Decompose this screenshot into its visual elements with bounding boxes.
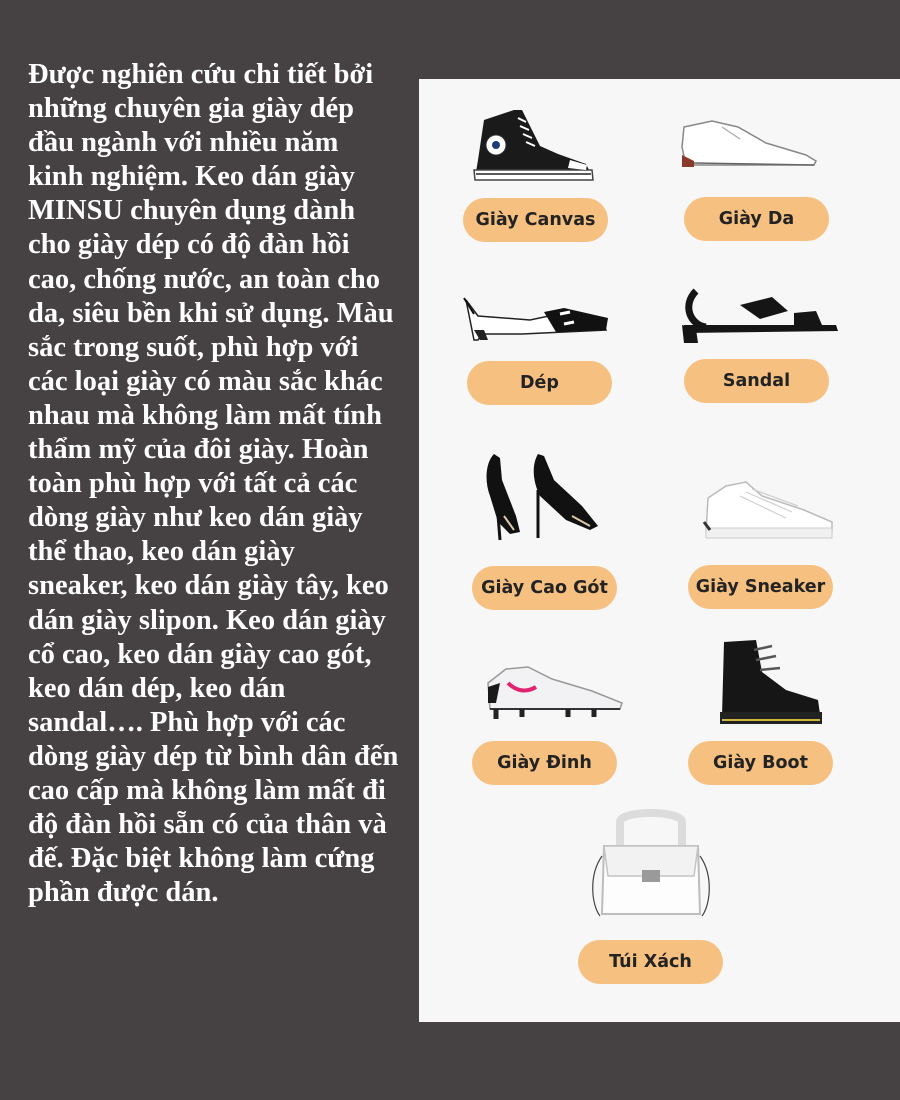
sneaker-button[interactable]: Giày Sneaker <box>688 565 833 609</box>
slide-sandal-icon <box>460 294 612 346</box>
football-boot-icon <box>482 663 627 719</box>
boot-icon <box>714 636 824 728</box>
high-heel-icon <box>480 450 605 540</box>
strap-sandal-icon <box>676 285 841 345</box>
leather-button[interactable]: Giày Da <box>684 197 829 241</box>
boot-button[interactable]: Giày Boot <box>688 741 833 785</box>
handbag-button[interactable]: Túi Xách <box>578 940 723 984</box>
canvas-sneaker-icon <box>472 108 597 188</box>
leather-shoe-icon <box>678 115 823 175</box>
sneaker-icon <box>700 472 838 542</box>
heel-button[interactable]: Giày Cao Gót <box>472 566 617 610</box>
slide-button[interactable]: Dép <box>467 361 612 405</box>
canvas-button[interactable]: Giày Canvas <box>463 198 608 242</box>
football-button[interactable]: Giày Đinh <box>472 741 617 785</box>
sandal-button[interactable]: Sandal <box>684 359 829 403</box>
handbag-icon <box>586 806 716 920</box>
description-text: Được nghiên cứu chi tiết bởi những chuyên gia giày dép đầu ngành với nhiều năm kinh nghiệm. Keo dán giày MINSU chuyên dụng dành cho giày dép có độ đàn hồi cao, chống nước, an toàn cho da, siêu bền khi sử dụng. Màu sắc trong suốt, phù hợp với các loại giày có màu sắc khác nhau mà không làm mất tính thẩm mỹ của đôi giày. Hoàn toàn phù hợp với tất cả các dòng giày như keo dán giày thể thao, keo dán giày sneaker, keo dán giày tây, keo dán giày slipon. Keo dán giày cổ cao, keo dán giày cao gót, keo dán dép, keo dán sandal…. Phù hợp với các dòng giày dép từ bình dân đến cao cấp mà không làm mất đi độ đàn hồi sẵn có của thân và đế. Đặc biệt không làm cứng phần được dán. <box>28 59 399 909</box>
